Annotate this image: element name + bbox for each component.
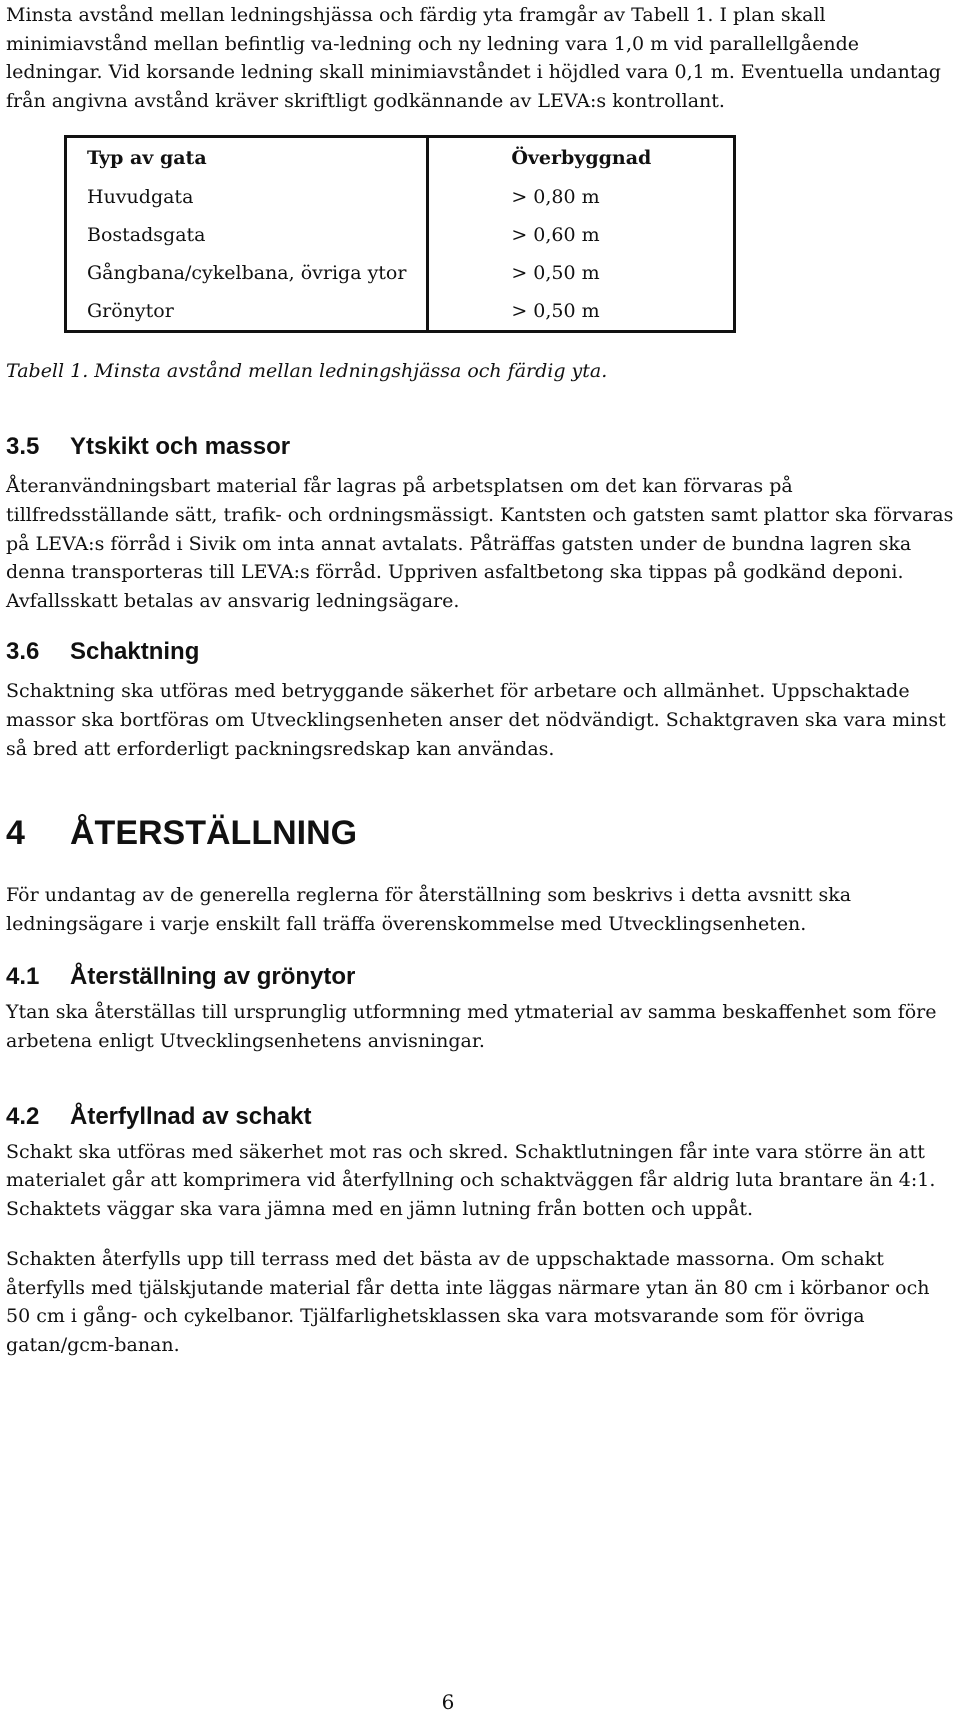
table-header-row	[66, 137, 735, 179]
table-cell-street-type: Grönytor	[87, 300, 174, 323]
table-cell-cover: > 0,80 m	[428, 178, 735, 216]
chapter-heading-4	[6, 813, 956, 853]
section-body-4: För undantag av de generella reglerna för återställning som beskrivs i detta avsnitt ska ledningsägare i varje enskilt fall träffa överenskommelse med Utvecklingsenheten.	[6, 884, 852, 935]
clearance-table	[64, 135, 736, 333]
section-title: Återställning av grönytor	[70, 963, 356, 991]
section-number: 4.1	[6, 963, 40, 991]
section-title: Schaktning	[70, 638, 200, 666]
intro-paragraph: Minsta avstånd mellan ledningshjässa och färdig yta framgår av Tabell 1. I plan skall minimiavstånd mellan befintlig va-ledning och ny ledning vara 1,0 m vid parallellgående ledningar. Vid korsande ledning skall minimiavståndet i höjdled vara 0,1 m. Eventuella undantag från angivna avstånd kräver skriftligt godkännande av LEVA:s kontrollant.	[6, 4, 941, 112]
section-heading-4-2	[6, 1102, 956, 1132]
section-title: Återfyllnad av schakt	[70, 1102, 312, 1130]
document-page	[6, 0, 956, 1360]
section-body-3-5: Återanvändningsbart material får lagras på arbetsplatsen om det kan förvaras på tillfredsställande sätt, trafik- och ordningsmässigt. Kantsten och gatsten samt plattor ska förvaras på LEVA:s förråd i Sivik om inta annat avtalats. Påträffas gatsten under de bundna lagren ska denna transporteras till LEVA:s förråd. Uppriven asfaltbetong ska tippas på godkänd deponi. Avfallsskatt betalas av ansvarig ledningsägare.	[6, 475, 954, 612]
page-number: 6	[441, 1690, 455, 1714]
chapter-number: 4	[6, 814, 25, 853]
section-body-4-2-continued: Schakten återfylls upp till terrass med det bästa av de uppschaktade massorna. Om schakt återfylls med tjälskjutande material får detta inte läggas närmare ytan än 80 cm i körbanor och 50 cm i gång- och cykelbanor. Tjälfarlighetsklassen ska vara motsvarande som för övriga gatan/gcm-banan.	[6, 1248, 930, 1357]
section-heading-4-1	[6, 962, 956, 992]
section-body-4-1: Ytan ska återställas till ursprunglig utformning med ytmaterial av samma beskaffenhet som före arbetena enligt Utvecklingsenhetens anvisningar.	[6, 1001, 937, 1052]
table-cell-cover: > 0,50 m	[428, 292, 735, 332]
table-cell-cover: > 0,50 m	[428, 254, 735, 292]
table-row	[66, 178, 735, 216]
section-heading-3-6	[6, 637, 956, 667]
section-heading-3-5	[6, 432, 956, 462]
section-title: Ytskikt och massor	[70, 433, 291, 461]
table-row	[66, 292, 735, 332]
chapter-title: ÅTERSTÄLLNING	[70, 814, 358, 853]
section-number: 3.5	[6, 433, 40, 461]
table-cell-street-type: Bostadsgata	[87, 224, 206, 247]
table-row	[66, 254, 735, 292]
section-body-3-6: Schaktning ska utföras med betryggande säkerhet för arbetare och allmänhet. Uppschaktade massor ska bortföras om Utvecklingsenheten anser det nödvändigt. Schaktgraven ska vara minst så bred att erforderligt packningsredskap kan användas.	[6, 680, 946, 760]
table-header-street-type: Typ av gata	[87, 147, 207, 170]
section-body-4-2: Schakt ska utföras med säkerhet mot ras och skred. Schaktlutningen får inte vara större än att materialet går att komprimera vid återfyllning och schaktväggen får aldrig luta brantare än 4:1. Schaktets väggar ska vara jämna med en jämn lutning från botten och uppåt.	[6, 1140, 936, 1220]
table-cell-cover: > 0,60 m	[428, 216, 735, 254]
table-cell-street-type: Gångbana/cykelbana, övriga ytor	[87, 262, 407, 285]
table-header-cover: Överbyggnad	[428, 137, 735, 179]
table-cell-street-type: Huvudgata	[87, 186, 194, 209]
table-row	[66, 216, 735, 254]
section-number: 4.2	[6, 1102, 40, 1130]
table-caption: Tabell 1. Minsta avstånd mellan ledningshjässa och färdig yta.	[6, 360, 608, 383]
section-number: 3.6	[6, 638, 40, 666]
